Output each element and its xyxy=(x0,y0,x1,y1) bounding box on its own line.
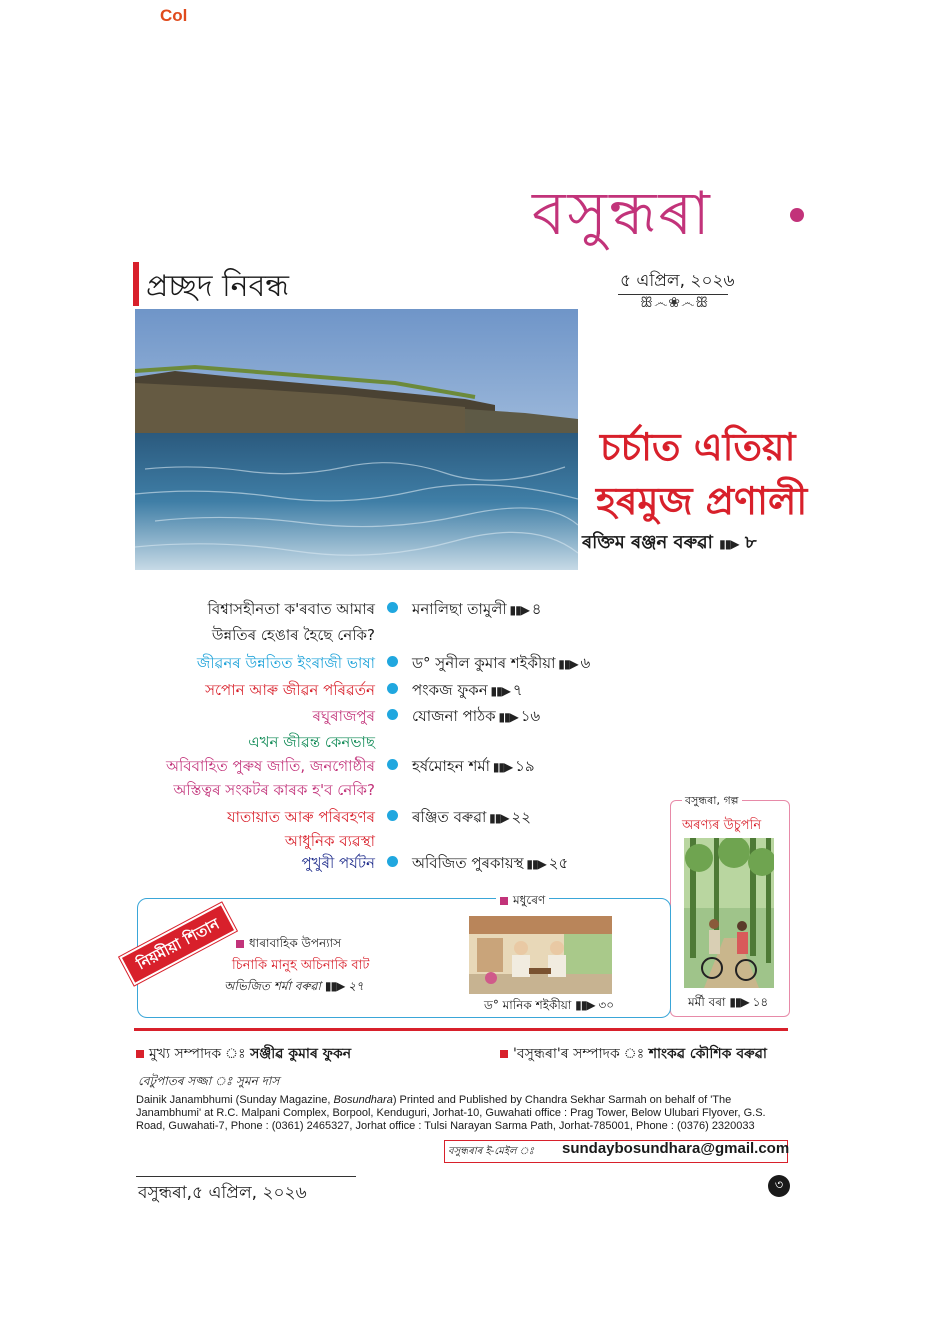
toc-title: এখন জীৱন্ত কেনভাছ xyxy=(248,733,375,751)
toc-page: ৬ xyxy=(580,654,591,672)
cover-designer-credit: বেটুপাতৰ সজ্জা ঃ সুমন দাস xyxy=(138,1074,280,1088)
section-accent-bar xyxy=(133,262,139,306)
madhu-illustration xyxy=(469,916,612,994)
page-arrow-icon: ▮▮▶ xyxy=(719,537,739,551)
toc-title: জীৱনৰ উন্নতিত ইংৰাজী ভাষা xyxy=(196,654,375,672)
toc-author: ৰঞ্জিত বৰুৱা xyxy=(412,808,487,826)
story-box-title: অৰণ্যৰ উচুপনি xyxy=(682,818,762,833)
magazine-editor-label: 'বসুন্ধৰা'ৰ সম্পাদক ঃ xyxy=(513,1046,645,1062)
toc-title: অস্তিত্বৰ সংকটৰ কাৰক হ'ব নেকি? xyxy=(173,781,375,799)
toc-byline xyxy=(412,705,540,730)
toc-bullet-icon xyxy=(387,759,398,770)
toc-bullet-icon xyxy=(387,602,398,613)
serial-page: ২৭ xyxy=(348,979,364,993)
cover-story-byline xyxy=(582,528,757,559)
toc-bullet-icon xyxy=(387,856,398,867)
serial-byline xyxy=(224,978,364,998)
bullet-square-icon xyxy=(500,1050,508,1058)
bullet-square-icon xyxy=(136,1050,144,1058)
story-box-author: মৰ্মী বৰা xyxy=(688,995,726,1009)
regular-section-badge: নিয়মীয়া শিতান xyxy=(119,903,236,986)
madhu-page: ৩০ xyxy=(598,998,615,1012)
story-illustration xyxy=(684,838,774,988)
toc-title: ৰঘুৰাজপুৰ xyxy=(312,707,375,725)
toc-title: বিশ্বাসহীনতা ক'ৰবাত আমাৰ xyxy=(207,600,375,618)
chief-editor xyxy=(136,1042,351,1066)
toc-bullet-icon xyxy=(387,656,398,667)
masthead-swash xyxy=(790,208,804,222)
cover-story-title-line2: হৰমুজ প্ৰণালী xyxy=(596,479,808,523)
ornament-flourish: ꕥ෴❀෴ꕥ xyxy=(640,295,710,311)
story-box-page: ১৪ xyxy=(752,995,769,1009)
magazine-editor xyxy=(500,1042,767,1066)
page-arrow-icon: ▮▮▶ xyxy=(729,995,749,1009)
toc-page: ৪ xyxy=(531,600,542,618)
toc-title: অবিবাহিত পুৰুষ জাতি, জনগোষ্ঠীৰ xyxy=(166,757,375,775)
toc-byline xyxy=(412,652,590,677)
toc-page: ২২ xyxy=(511,808,531,826)
masthead: বসুন্ধৰা xyxy=(532,179,712,249)
page-arrow-icon: ▮▮▶ xyxy=(555,657,581,671)
story-box-byline xyxy=(688,994,768,1014)
page-arrow-icon: ▮▮▶ xyxy=(575,998,595,1012)
madhu-byline xyxy=(484,997,614,1017)
section-title: প্ৰচ্ছদ নিবন্ধ xyxy=(146,269,290,304)
serial-title: চিনাকি মানুহ অচিনাকি বাট xyxy=(232,958,370,973)
madhu-author: ড° মানিক শইকীয়া xyxy=(484,998,572,1012)
bullet-square-icon xyxy=(236,940,244,948)
footer-folio: বসুন্ধৰা,৫ এপ্ৰিল, ২০২৬ xyxy=(138,1183,307,1203)
toc-bullet-icon xyxy=(387,683,398,694)
toc-bullet-icon xyxy=(387,810,398,821)
toc-byline xyxy=(412,755,535,780)
cover-story-author: ৰক্তিম ৰঞ্জন বৰুৱা xyxy=(582,532,713,553)
page-arrow-icon: ▮▮▶ xyxy=(486,811,512,825)
serial-author: অভিজিত শৰ্মা বৰুৱা xyxy=(224,979,322,993)
toc-byline xyxy=(412,806,531,831)
cover-photo xyxy=(135,309,578,570)
page-arrow-icon: ▮▮▶ xyxy=(495,710,521,724)
cover-story-title-line1: চৰ্চাত এতিয়া xyxy=(600,425,796,469)
toc-byline xyxy=(412,598,542,623)
email-label: বসুন্ধৰাৰ ই-মেইল ঃ xyxy=(448,1146,534,1157)
toc-title: উন্নতিৰ হেঙাৰ হৈছে নেকি? xyxy=(211,626,375,644)
toc-title: আধুনিক ব্যৱস্থা xyxy=(284,832,375,850)
toc-byline xyxy=(412,852,568,877)
toc-page: ৭ xyxy=(512,681,523,699)
madhu-label xyxy=(496,892,549,912)
page-arrow-icon: ▮▮▶ xyxy=(324,979,345,993)
cover-story-page: ৮ xyxy=(744,532,757,553)
toc-byline xyxy=(412,679,523,704)
email-address[interactable]: sundaybosundhara@gmail.com xyxy=(562,1140,790,1157)
toc-page: ১৬ xyxy=(520,707,541,725)
toc-author: ড° সুনীল কুমাৰ শইকীয়া xyxy=(412,654,556,672)
chief-editor-name: সঞ্জীৱ কুমাৰ ফুকন xyxy=(250,1046,352,1062)
imprint-text: Dainik Janambhumi (Sunday Magazine, Bosundhara) Printed and Published by Chandra Sekhar Sarmah on behalf of 'The Janambhumi' at R.C. Malpani Complex, Borpool, Kenduguri, Jorhat-10, Guwahati office : Prag Tower, Below Ulubari Flyover, G.S. Road, Guwahati-7, Phone : (0361) 2465327, Jorhat office : Tulsi Narayan Sarma Path, Jorhat-785001, Phone : (0376) 2320033 xyxy=(136,1094,766,1132)
issue-date: ৫ এপ্ৰিল, ২০২৬ xyxy=(620,271,735,291)
toc-title: সপোন আৰু জীৱন পৰিৱৰ্তন xyxy=(205,681,375,699)
toc-page: ২৫ xyxy=(548,854,569,872)
page-arrow-icon: ▮▮▶ xyxy=(523,857,549,871)
madhu-label-text: মধুৰেণ xyxy=(513,893,546,907)
serial-heading xyxy=(236,935,341,955)
page-arrow-icon: ▮▮▶ xyxy=(487,684,513,698)
chief-editor-label: মুখ্য সম্পাদক ঃ xyxy=(149,1046,246,1062)
corner-mark: Col xyxy=(160,6,188,25)
toc-author: অবিজিত পুৰকায়স্থ xyxy=(412,854,524,872)
toc-bullet-icon xyxy=(387,709,398,720)
page-arrow-icon: ▮▮▶ xyxy=(506,603,532,617)
magazine-editor-name: শাংকৱ কৌশিক বৰুৱা xyxy=(648,1046,767,1062)
story-box-label: বসুন্ধৰা, গল্প xyxy=(682,792,742,811)
serial-heading-text: ধাৰাবাহিক উপন্যাস xyxy=(249,936,342,950)
toc-title: পুখুৰী পৰ্যটন xyxy=(301,854,375,872)
toc-title: যাতায়াত আৰু পৰিবহণৰ xyxy=(226,808,375,826)
toc-author: যোজনা পাঠক xyxy=(412,707,496,725)
toc-author: মনালিছা তামুলী xyxy=(412,600,507,618)
toc-page: ১৯ xyxy=(515,757,535,775)
footer-rule xyxy=(136,1176,356,1177)
toc-author: পংকজ ফুকন xyxy=(412,681,488,699)
page-arrow-icon: ▮▮▶ xyxy=(490,760,516,774)
page-number: ৩ xyxy=(768,1175,790,1197)
toc-author: হৰ্ষমোহন শৰ্মা xyxy=(412,757,491,775)
editors-rule xyxy=(134,1028,788,1031)
bullet-square-icon xyxy=(500,897,508,905)
